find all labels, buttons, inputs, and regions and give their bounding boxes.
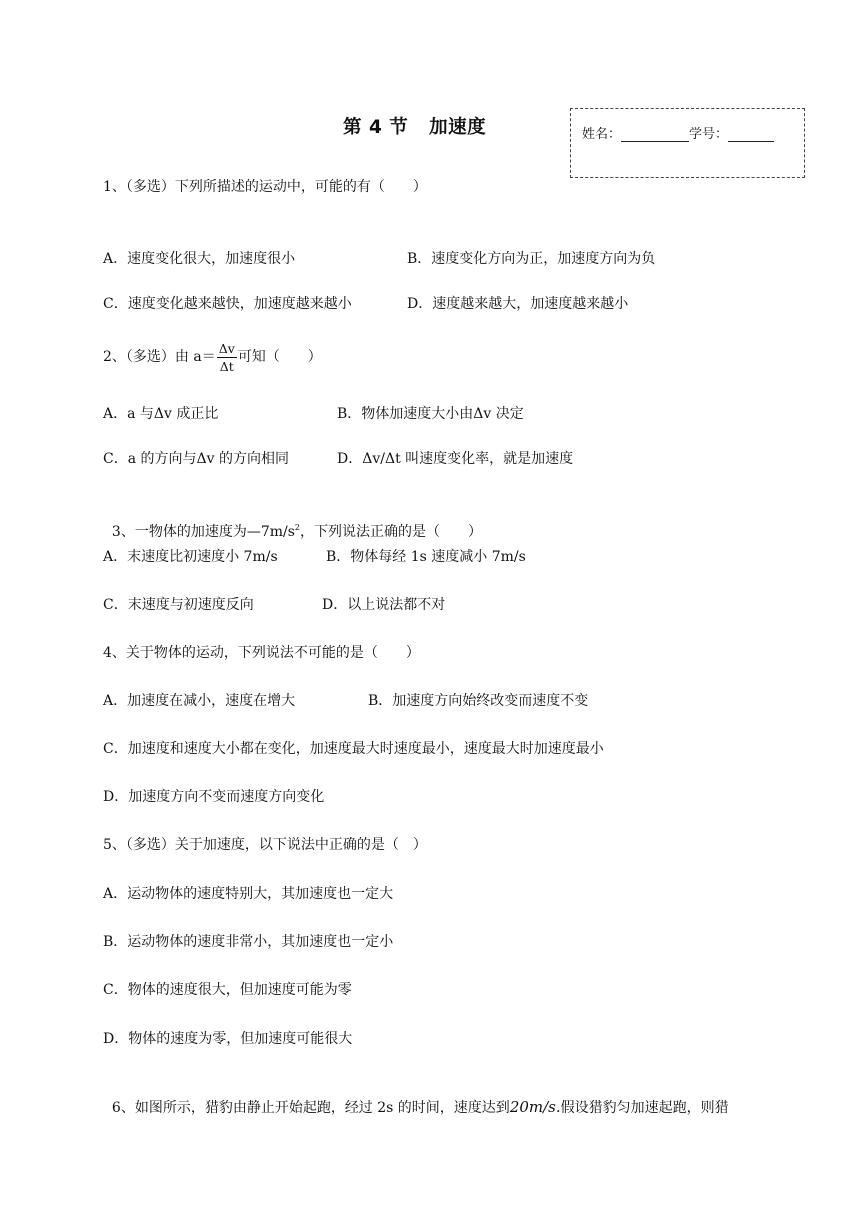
question-3-option-b: B．物体每经 1s 速度减小 7m/s: [326, 549, 526, 565]
question-3-option-a: A．末速度比初速度小 7m/s: [103, 549, 278, 565]
fraction-numerator: Δv: [218, 340, 235, 356]
question-3-stem-suffix: ，下列说法正确的是（ ）: [300, 524, 482, 540]
question-2-stem: [103, 339, 322, 375]
question-4-stem: 4、关于物体的运动，下列说法不可能的是（ ）: [103, 645, 420, 661]
question-2-option-a: A．a 与Δv 成正比: [103, 406, 219, 422]
question-5-option-c: C．物体的速度很大，但加速度可能为零: [103, 982, 352, 998]
question-5-option-a: A．运动物体的速度特别大，其加速度也一定大: [103, 886, 394, 902]
question-3-stem: [103, 498, 482, 542]
name-blank[interactable]: [621, 127, 689, 142]
speed-value: 20m/s.: [509, 1098, 561, 1116]
name-id-row: [582, 123, 774, 142]
page-title: 第 4 节 加速度: [343, 117, 487, 138]
question-1-option-c: C．速度变化越来越快，加速度越来越小: [103, 296, 352, 312]
question-2-option-b: B．物体加速度大小由Δv 决定: [337, 406, 524, 422]
question-1-option-b: B．速度变化方向为正，加速度方向为负: [407, 251, 656, 267]
question-4-option-d: D．加速度方向不变而速度方向变化: [103, 789, 325, 805]
question-3-option-d: D．以上说法都不对: [322, 597, 446, 613]
name-id-box: [570, 108, 805, 178]
question-5-option-b: B．运动物体的速度非常小，其加速度也一定小: [103, 934, 394, 950]
fraction-denominator: Δt: [219, 358, 234, 374]
id-blank[interactable]: [728, 127, 774, 142]
question-6-stem-prefix: 6、如图所示，猎豹由静止开始起跑，经过 2s 的时间，速度达到: [111, 1100, 510, 1116]
question-5-stem: 5、（多选）关于加速度，以下说法中正确的是（ ）: [103, 837, 427, 853]
squared-superscript: 2: [294, 523, 300, 532]
id-label: 学号：: [689, 127, 729, 142]
question-6-stem: [103, 1077, 729, 1118]
question-4-option-b: B．加速度方向始终改变而速度不变: [368, 693, 589, 709]
question-3-stem-prefix: 3、一物体的加速度为—7m/s: [111, 524, 295, 540]
question-1-stem: 1、（多选）下列所描述的运动中，可能的有（ ）: [103, 179, 427, 195]
question-3-option-c: C．末速度与初速度反向: [103, 597, 254, 613]
name-label: 姓名：: [582, 127, 622, 142]
question-4-option-a: A．加速度在减小，速度在增大: [103, 693, 296, 709]
question-2-stem-prefix: 2、（多选）由 a＝: [103, 349, 216, 365]
question-1-option-a: A．速度变化很大，加速度很小: [103, 251, 296, 267]
question-4-option-c: C．加速度和速度大小都在变化，加速度最大时速度最小，速度最大时加速度最小: [103, 741, 604, 757]
question-2-stem-suffix: 可知（ ）: [237, 349, 322, 365]
question-6-stem-suffix: 假设猎豹匀加速起跑，则猎: [560, 1100, 729, 1116]
question-2-option-c: C．a 的方向与Δv 的方向相同: [103, 451, 289, 467]
question-1-option-d: D．速度越来越大，加速度越来越小: [407, 296, 629, 312]
delta-v-over-delta-t-fraction: [217, 340, 237, 375]
question-2-option-d: D．Δv/Δt 叫速度变化率，就是加速度: [337, 451, 574, 467]
question-5-option-d: D．物体的速度为零，但加速度可能很大: [103, 1031, 353, 1047]
